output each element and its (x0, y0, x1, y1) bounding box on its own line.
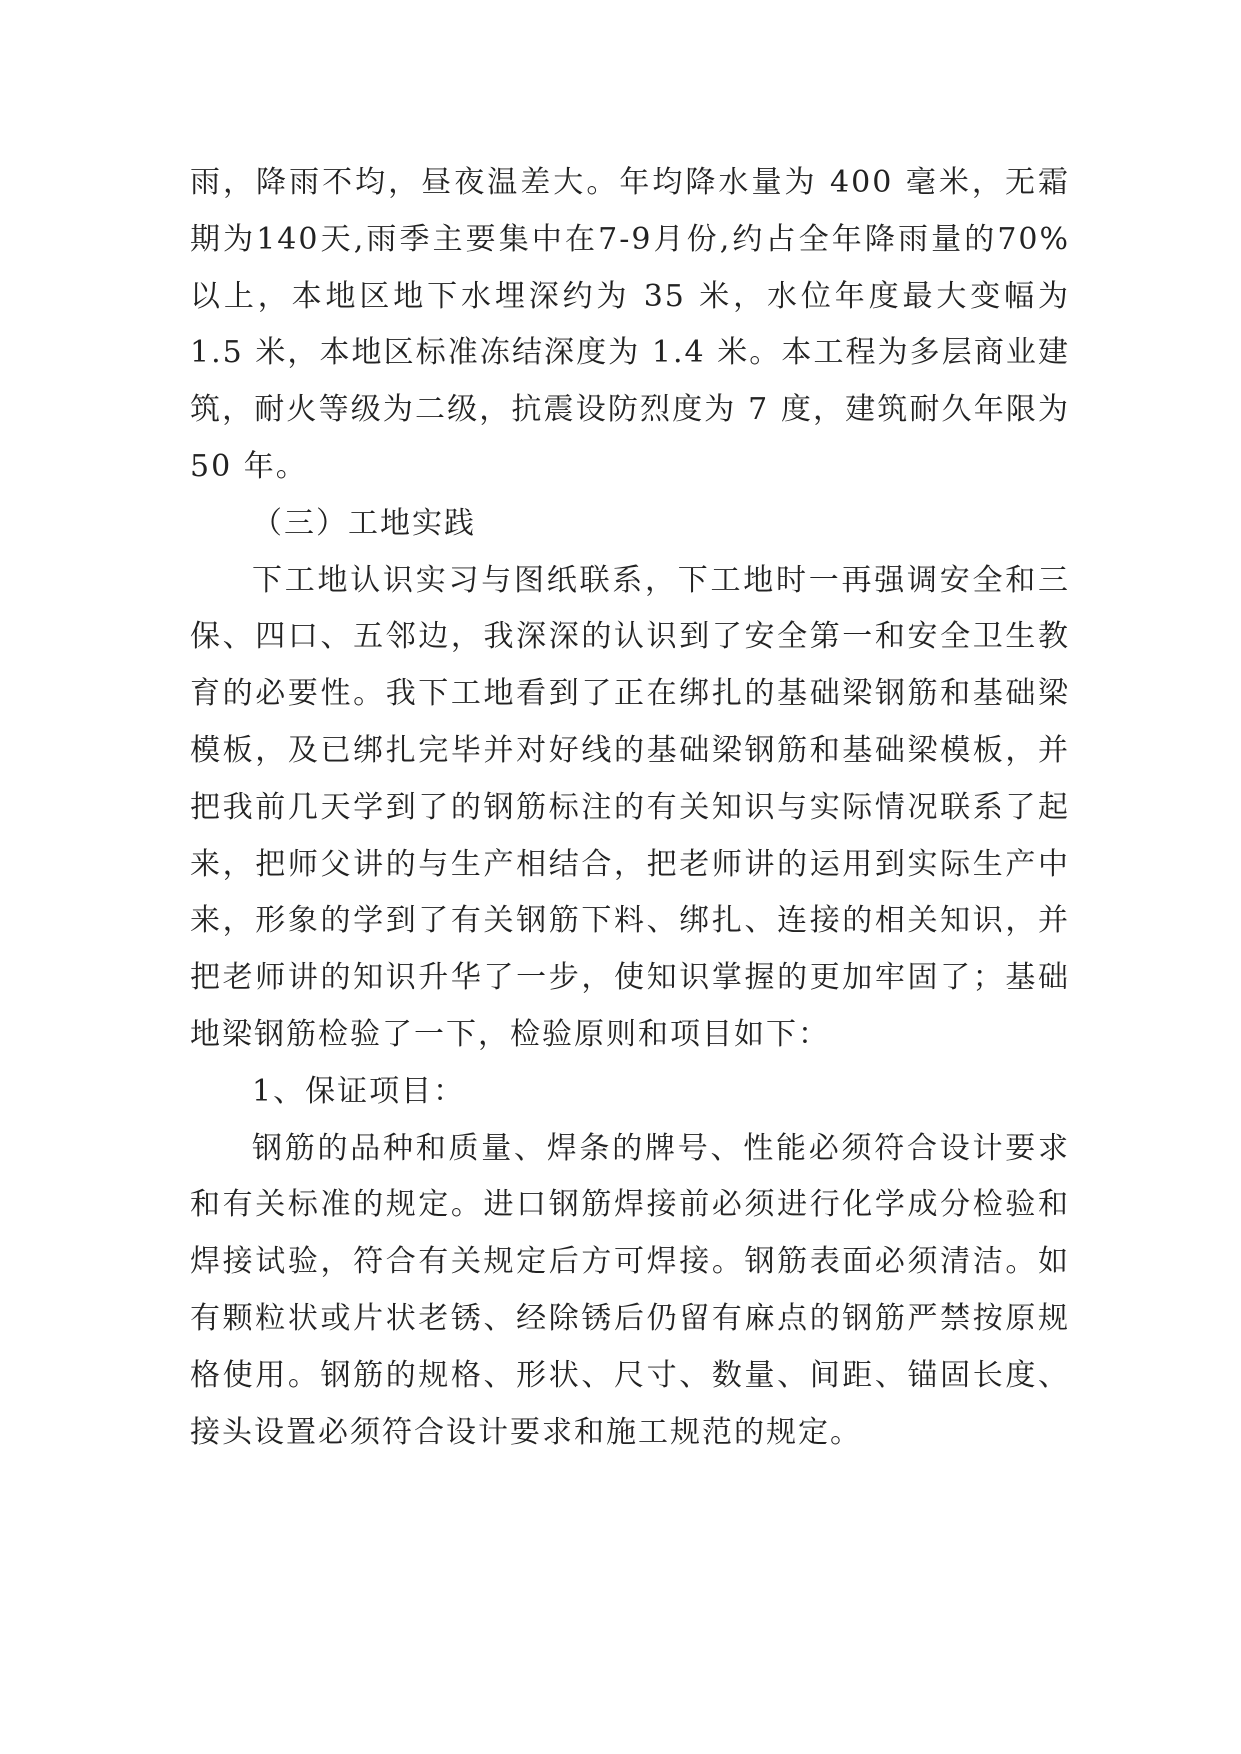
document-page (190, 155, 1070, 1461)
paragraph-site-visit: 下工地认识实习与图纸联系，下工地时一再强调安全和三保、四口、五邻边，我深深的认识到了安全第一和安全卫生教育的必要性。我下工地看到了正在绑扎的基础梁钢筋和基础梁模板，及已绑扎完毕并对好线的基础梁钢筋和基础梁模板，并把我前几天学到了的钢筋标注的有关知识与实际情况联系了起来，把师父讲的与生产相结合，把老师讲的运用到实际生产中来，形象的学到了有关钢筋下料、绑扎、连接的相关知识，并把老师讲的知识升华了一步，使知识掌握的更加牢固了；基础地梁钢筋检验了一下，检验原则和项目如下： (190, 562, 1070, 1052)
paragraph-rebar-requirements: 钢筋的品种和质量、焊条的牌号、性能必须符合设计要求和有关标准的规定。进口钢筋焊接前必须进行化学成分检验和焊接试验，符合有关规定后方可焊接。钢筋表面必须清洁。如有颗粒状或片状老锈、经除锈后仍留有麻点的钢筋严禁按原规格使用。钢筋的规格、形状、尺寸、数量、间距、锚固长度、接头设置必须符合设计要求和施工规范的规定。 (190, 1130, 1070, 1450)
heading-guarantee-items: 1、保证项目： (252, 1073, 466, 1109)
heading-site-practice: （三）工地实践 (252, 505, 476, 541)
paragraph-climate: 雨，降雨不均，昼夜温差大。年均降水量为 400 毫米，无霜期为140天,雨季主要集中在7-9月份,约占全年降雨量的70%以上，本地区地下水埋深约为 35 米，水位年度最大变幅为 1.5 米，本地区标准冻结深度为 1.4 米。本工程为多层商业建筑，耐火等级为二级，抗震设防烈度为 7 度，建筑耐久年限为 50 年。 (190, 165, 1070, 484)
